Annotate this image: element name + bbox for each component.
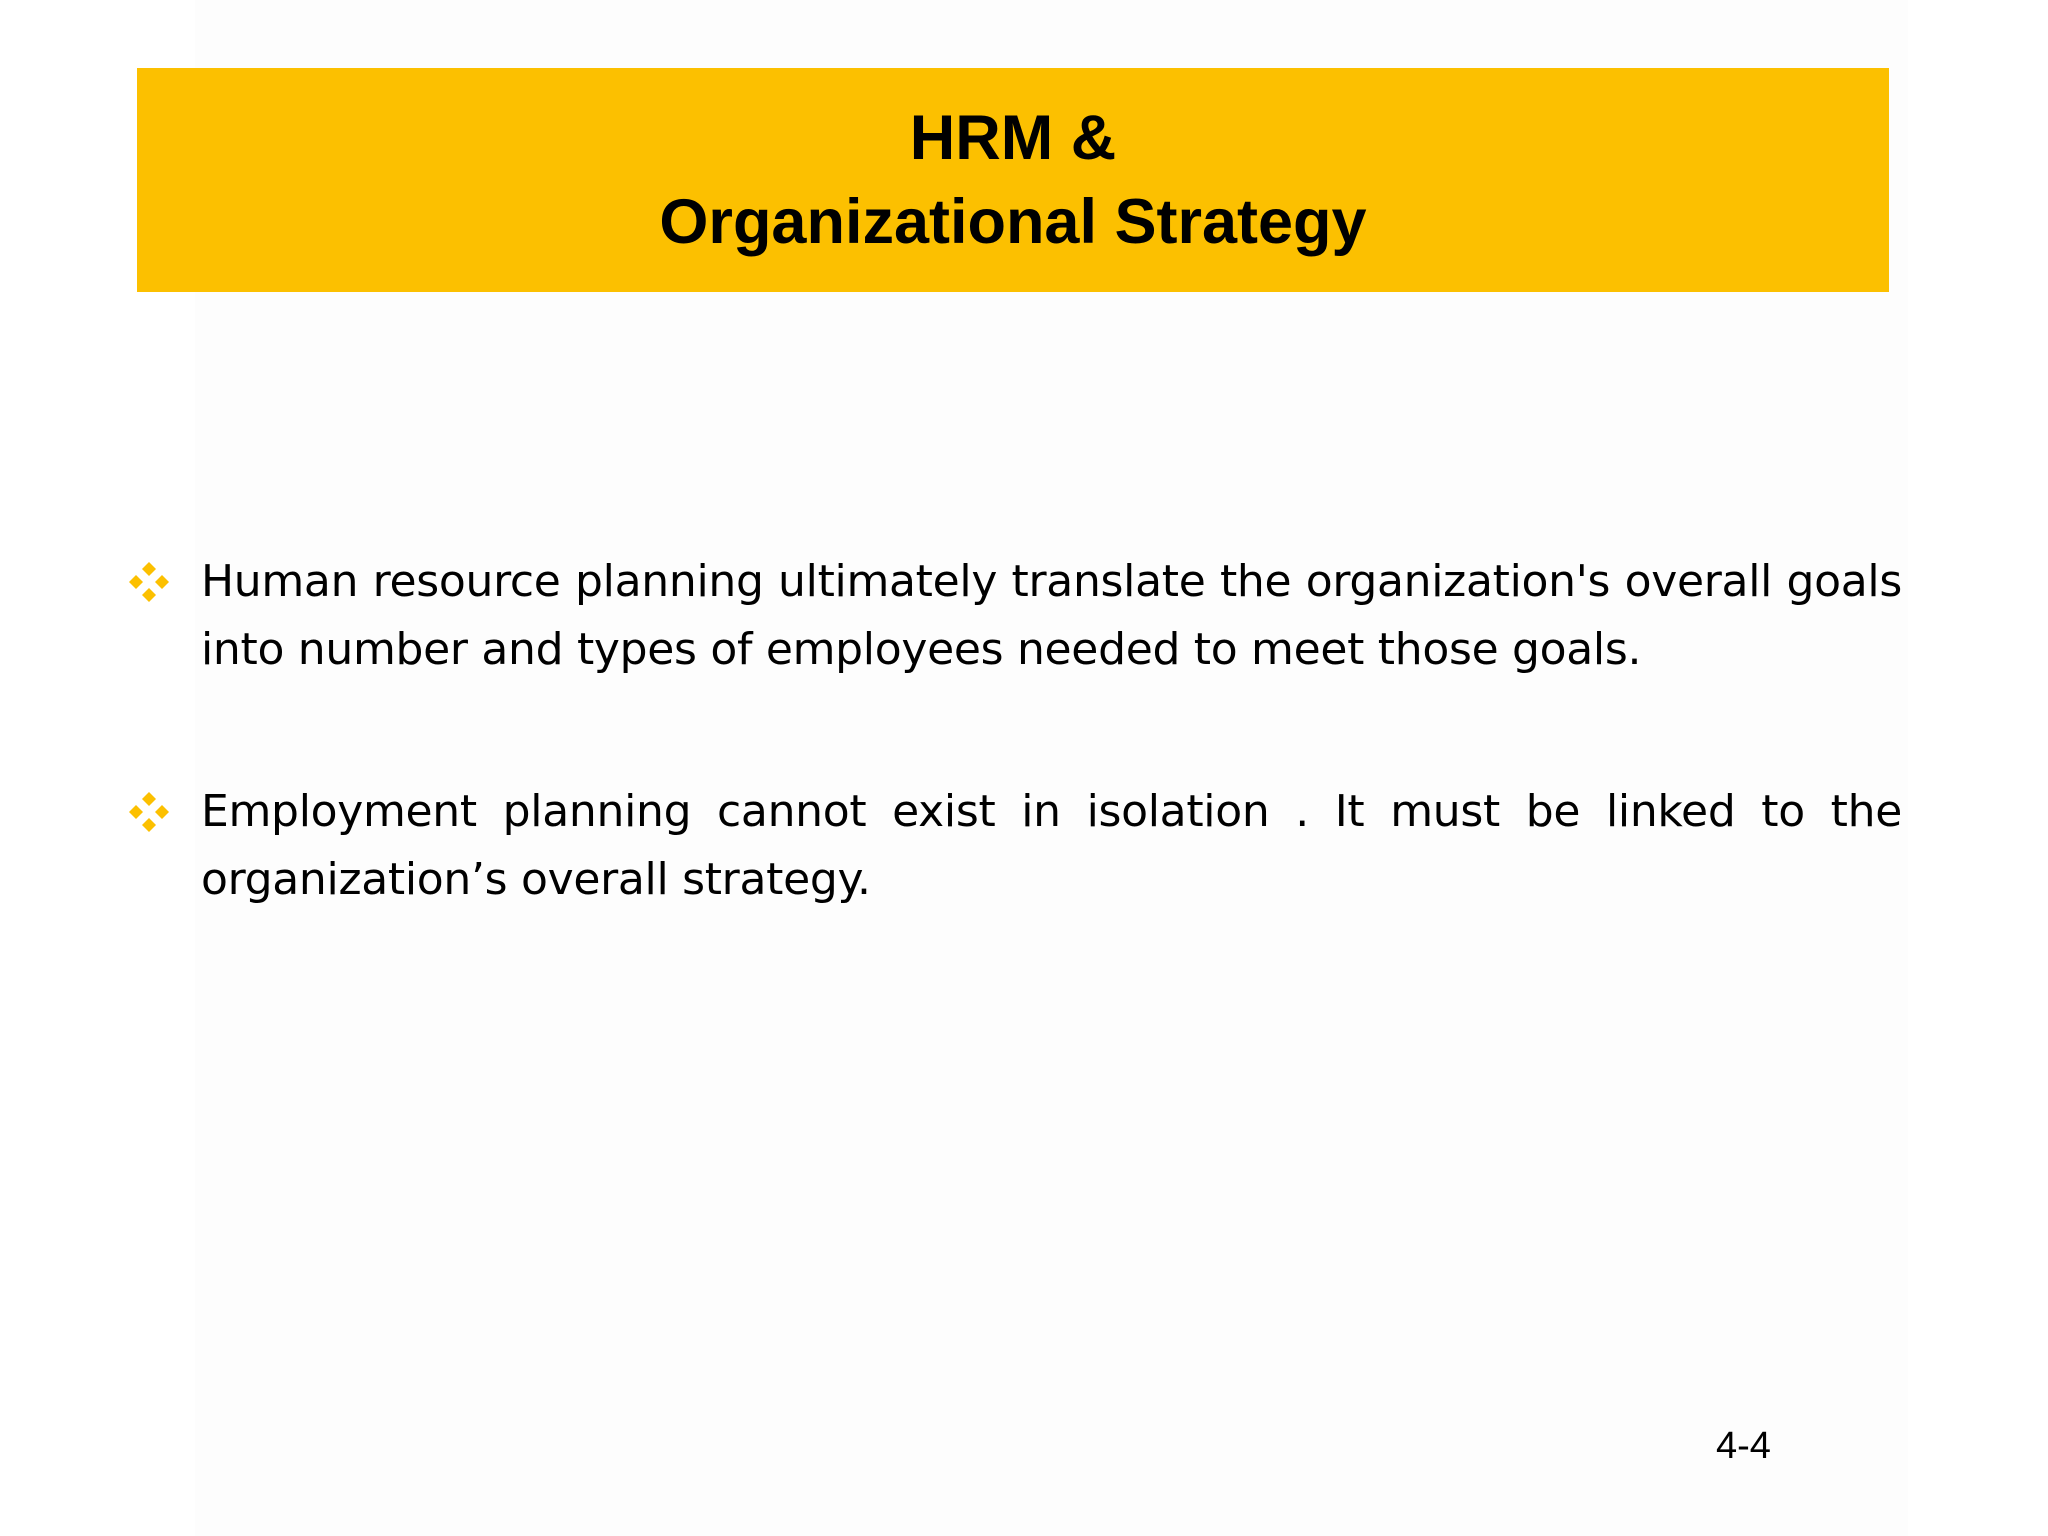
page-number: 4-4 (1716, 1425, 1771, 1467)
bullet-item (127, 548, 1902, 684)
bullet-text: Human resource planning ultimately translate the organization's overall goals into number and types of employees needed to meet those goals. (201, 556, 1902, 675)
bullet-text: Employment planning cannot exist in isolation . It must be linked to the organization’s overall strategy. (201, 786, 1902, 905)
diamond-cluster-icon (127, 548, 201, 616)
bullet-item (127, 778, 1902, 914)
slide-title-line-1: HRM & (909, 103, 1117, 173)
diamond-cluster-icon (127, 778, 201, 846)
bullet-list (127, 548, 1902, 1008)
slide-title-line-2: Organizational Strategy (659, 187, 1367, 257)
title-banner (137, 68, 1889, 292)
